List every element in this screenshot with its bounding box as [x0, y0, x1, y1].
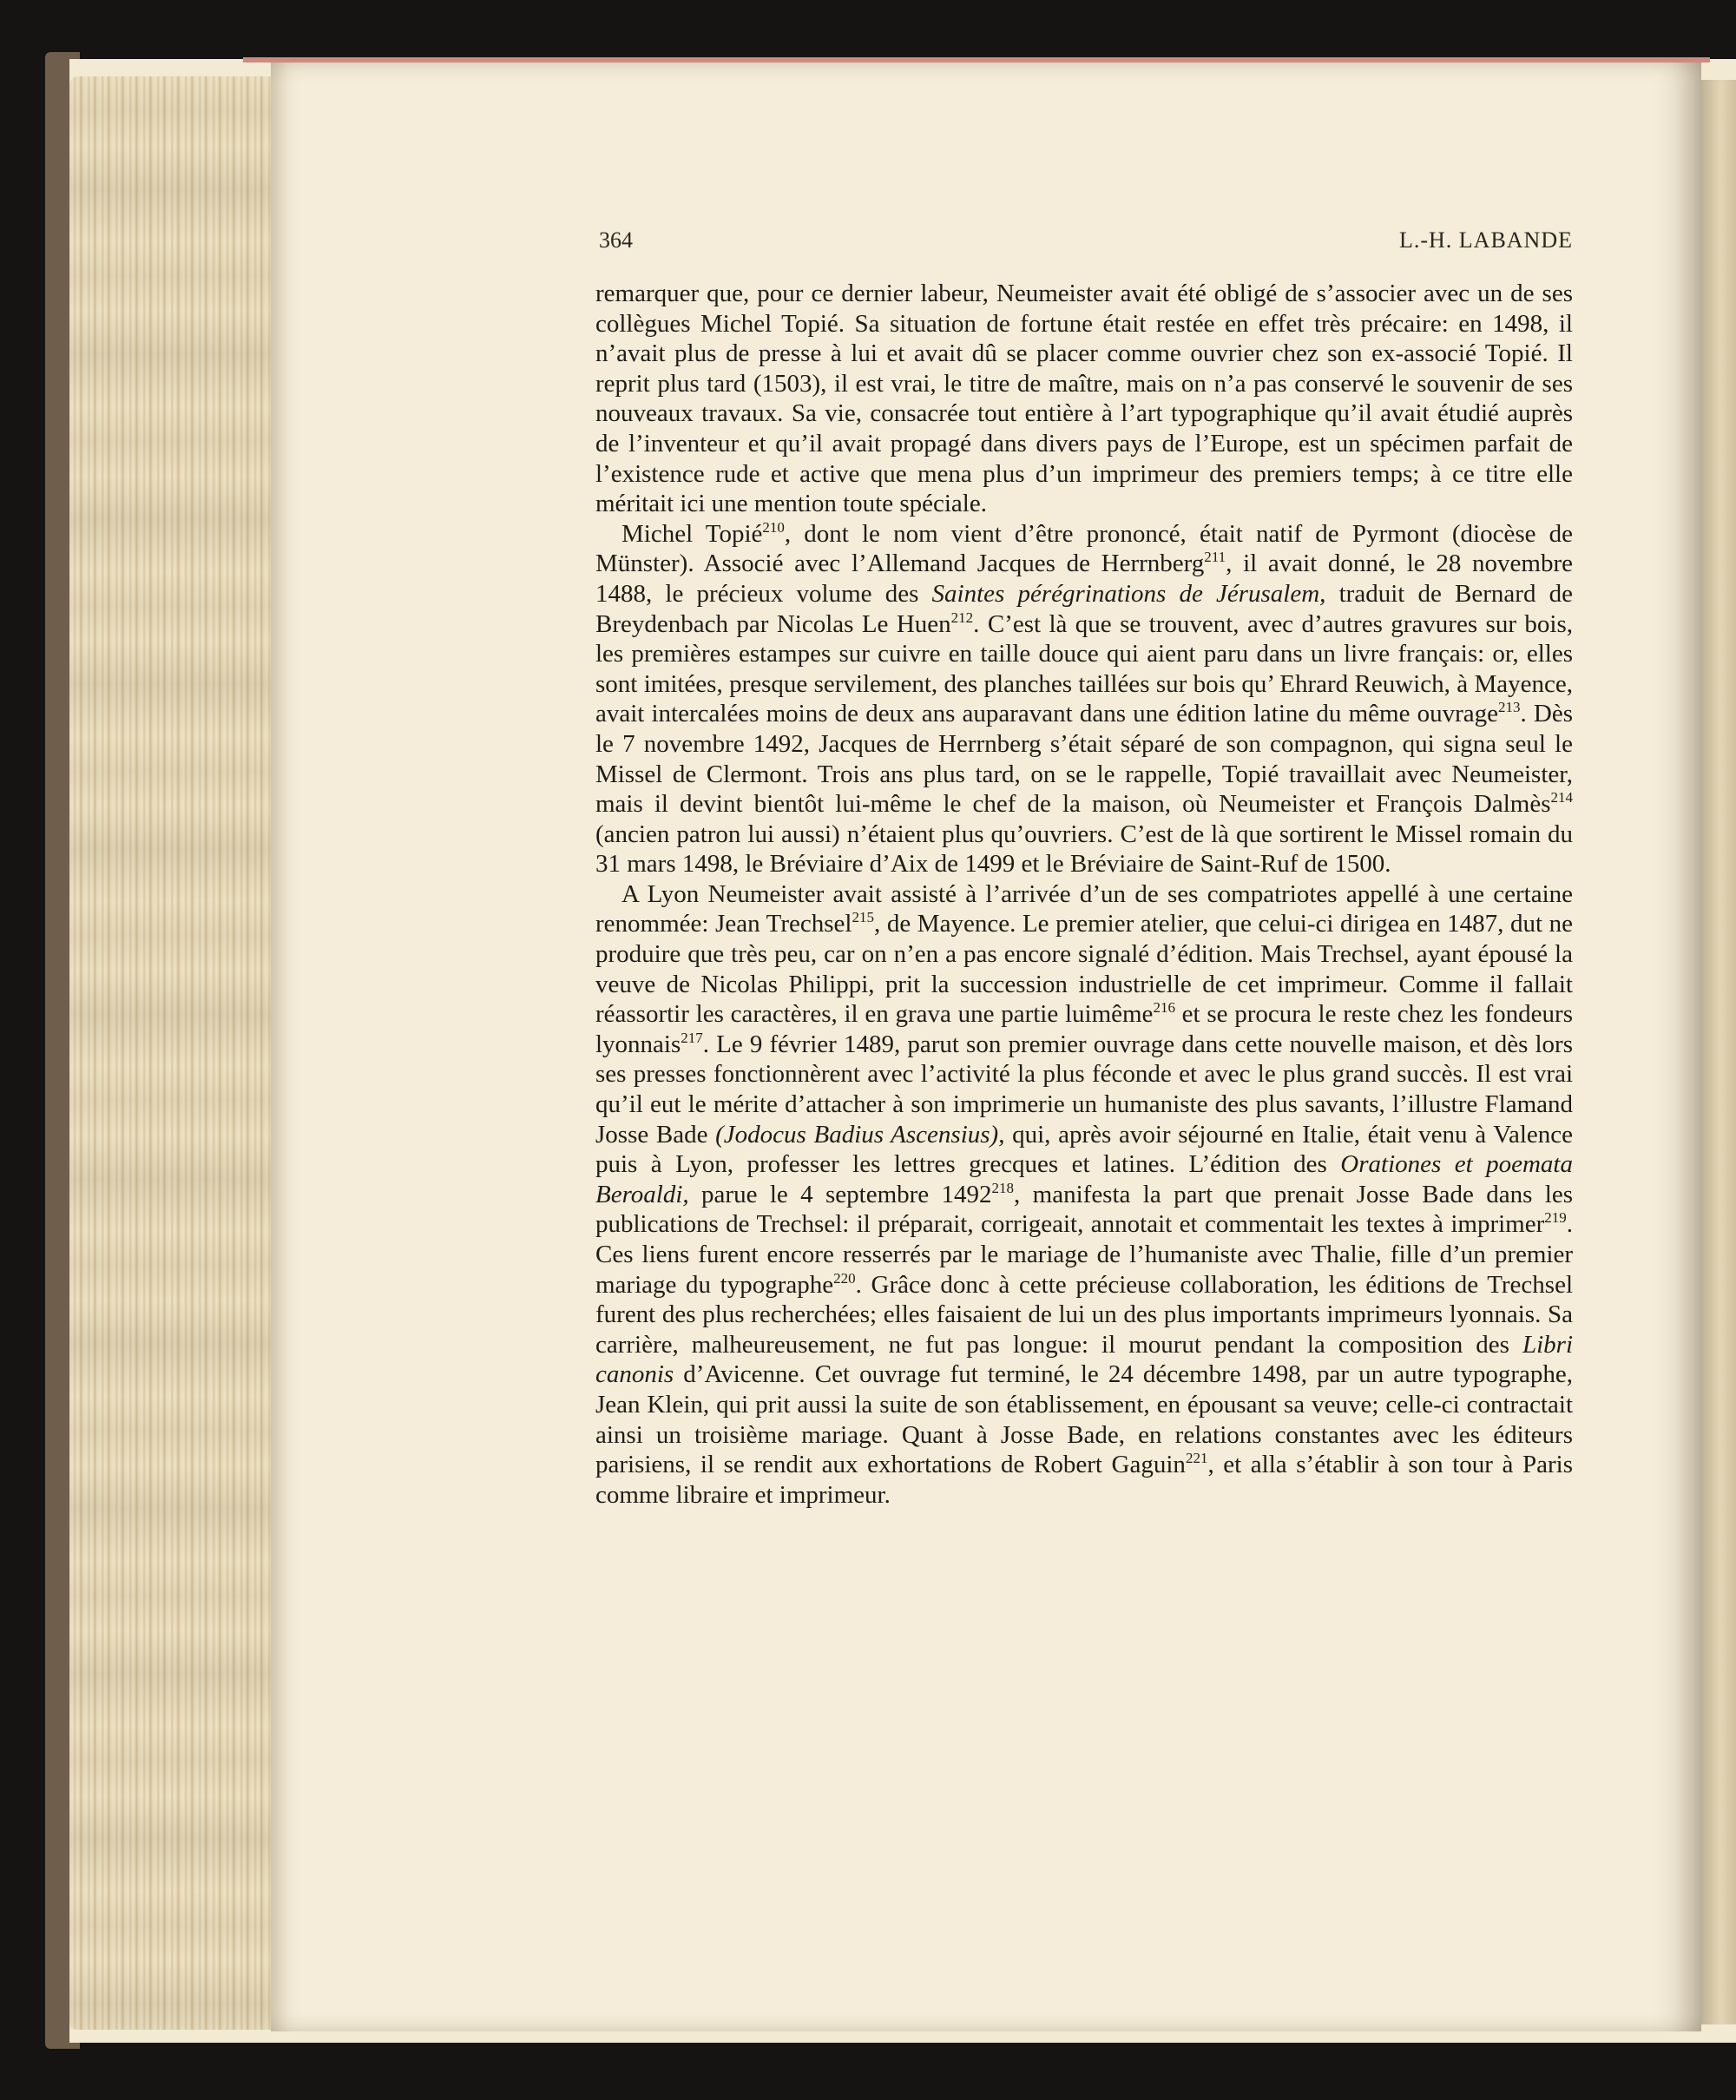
footnote-ref: 211	[1204, 549, 1226, 566]
text-run: , dont le nom vient d’être prononcé, était natif de Pyrmont (diocèse de Münster). Associé avec l’Allemand Jacques de Herrnberg	[595, 519, 1573, 578]
text-run: . Ces liens furent encore resserrés par le mariage de l’humaniste avec Thalie, fille d’un premier mariage du typographe	[595, 1210, 1573, 1299]
text-run: qui, après avoir séjourné en Italie, était venu à Valence puis à Lyon, professer les lettres grecques et latines. L’édition des	[595, 1120, 1573, 1179]
footnote-ref: 220	[833, 1269, 856, 1287]
text-run: remarquer que, pour ce dernier labeur, Neumeister avait été obligé de s’associer avec un de ses collègues Michel Topié. Sa situation de fortune était restée en effet très précaire: en 1498, il n’avait plus de presse à lui et avait dû se placer comme ouvrier chez son ex-associé Topié. Il reprit plus tard (1503), il est vrai, le titre de maître, mais on n’a pas conservé le souvenir de ses nouveaux travaux. Sa vie, consacrée tout entière à l’art typographique qu’il avait étudié auprès de l’inventeur et qu’il avait propagé dans divers pays de l’Europe, est un spécimen parfait de l’existence rude et active que mena plus d’un imprimeur des premiers temps; à ce titre elle méritait ici une mention toute spéciale.	[595, 280, 1573, 518]
body-paragraph	[595, 879, 1573, 1510]
text-run: . C’est là que se trouvent, avec d’autres gravures sur bois, les premières estampes sur cuivre en taille douce qui aient paru dans un livre français: or, elles sont imitées, presque servilement, des planches taillées sur bois qu’ Ehrard Reuwich, à Mayence, avait intercalées moins de deux ans auparavant dans une édition latine du même ouvrage	[595, 609, 1573, 728]
italic-title: (Jodocus Badius Ascensius),	[715, 1120, 1005, 1149]
footnote-ref: 217	[681, 1029, 703, 1046]
text-run: (ancien patron lui aussi) n’étaient plus qu’ouvriers. C’est de là que sortirent le Missel romain du 31 mars 1498, le Bréviaire d’Aix de 1499 et le Bréviaire de Saint-Ruf de 1500.	[595, 820, 1573, 879]
running-head: L.-H. LABANDE	[1398, 227, 1573, 253]
footnote-ref: 216	[1153, 999, 1175, 1017]
footnote-ref: 219	[1544, 1209, 1567, 1227]
text-run: . Dès le 7 novembre 1492, Jacques de Herrnberg s’était séparé de son compagnon, qui signa seul le Missel de Clermont. Trois ans plus tard, on se le rappelle, Topié travaillait avec Neumeister, mais il devint bientôt lui-même le chef de la maison, où Neumeister et François Dalmès	[595, 700, 1573, 819]
body-text	[595, 279, 1573, 1510]
text-run: , de Mayence. Le premier atelier, que celui-ci dirigea en 1487, dut ne produire que très peu, car on n’en a pas encore signalé d’édition. Mais Trechsel, ayant épousé la veuve de Nicolas Philippi, prit la succession industrielle de cet imprimeur. Comme il fallait réassortir les caractères, il en grava une partie luimême	[595, 910, 1573, 1029]
footnote-ref: 212	[950, 609, 974, 626]
footnote-ref: 221	[1185, 1450, 1208, 1467]
text-run: . Le 9 février 1489, parut son premier ouvrage dans cette nouvelle maison, et dès lors ses presses fonctionnèrent avec l’activité la plus féconde et avec le plus grand succès. Il est vrai qu’il eut le mérite d’attacher à son imprimerie un humaniste des plus savants, l’illustre Flamand Josse Bade	[595, 1030, 1573, 1149]
text-run: parue le 4 septembre 1492	[688, 1180, 992, 1208]
footnote-ref: 210	[762, 518, 785, 536]
italic-title: Libri canonis	[595, 1330, 1573, 1389]
text-run: d’Avicenne. Cet ouvrage fut terminé, le 24 décembre 1498, par un autre typographe, Jean Klein, qui prit aussi la suite de son établissement, en épousant sa veuve; celle-ci contractait ainsi un troisième mariage. Quant à Josse Bade, en relations constantes avec les éditeurs parisiens, il se rendit aux exhortations de Robert Gaguin	[595, 1360, 1573, 1479]
page-fore-edge	[69, 76, 271, 2030]
text-run: . Grâce donc à cette précieuse collaboration, les éditions de Trechsel furent des plus recherchées; elles faisaient de lui un des plus importants imprimeurs lyonnais. Sa carrière, malheureusement, ne fut pas longue: il mourut pendant la composition des	[595, 1270, 1573, 1359]
page-header	[599, 227, 1573, 257]
page-number: 364	[599, 227, 633, 253]
footnote-ref: 218	[991, 1179, 1015, 1196]
text-run: , il avait donné, le 28 novembre 1488, le précieux volume des	[595, 550, 1573, 608]
italic-title: Saintes pérégrinations de Jérusalem,	[931, 579, 1326, 608]
footnote-ref: 214	[1550, 789, 1573, 806]
text-run: A Lyon Neumeister avait assisté à l’arrivée d’un de ses compatriotes appellé à une certaine renommée: Jean Trechsel	[595, 879, 1573, 938]
italic-title: Orationes et poemata Beroaldi,	[595, 1150, 1573, 1208]
footnote-ref: 213	[1498, 699, 1521, 716]
body-paragraph	[595, 279, 1573, 519]
text-run: , et alla s’établir à son tour à Paris comme libraire et imprimeur.	[595, 1451, 1574, 1509]
text-run: , manifesta la part que prenait Josse Bade dans les publications de Trechsel: il préparait, corrigeait, annotait et commentait les textes à imprimer	[595, 1180, 1573, 1239]
body-paragraph	[595, 519, 1573, 879]
text-run: Michel Topié	[621, 519, 763, 548]
next-page-edge	[1697, 80, 1736, 2024]
footnote-ref: 215	[852, 909, 874, 926]
text-run: et se procura le reste chez les fondeurs lyonnais	[595, 1000, 1573, 1058]
text-run: traduit de Bernard de Breydenbach par Nicolas Le Huen	[595, 579, 1573, 638]
